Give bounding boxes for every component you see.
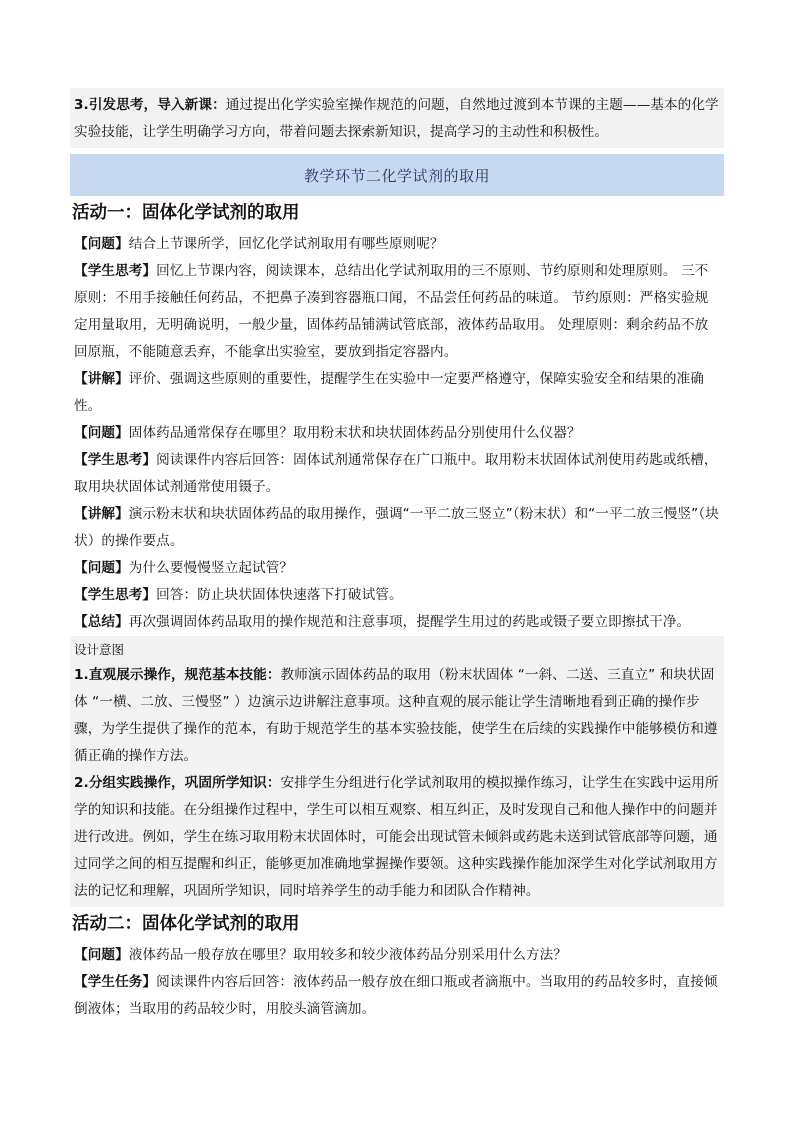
qa-item: 【问题】固体药品通常保存在哪里？取用粉末状和块状固体药品分别使用什么仪器？ (74, 425, 581, 441)
qa-item: 【学生思考】回忆上节课内容，阅读课本，总结出化学试剂取用的三不原则、节约原则和处理原则。 三不原则：不用手接触任何药品，不把鼻子凑到容器瓶口闻，不品尝任何药品的味道。 节约原则：严格实验规定用量取用，无明确说明，一般少量，固体药品铺满试管底部，液体药品取用。 处理原则：剩余药品不放回原瓶，不能随意丢弃，不能拿出实验室，要放到指定容器内。 (74, 263, 709, 360)
qa-tag: 【问题】 (74, 236, 129, 252)
activity1-content (70, 231, 724, 636)
qa-tag: 【学生思考】 (74, 263, 157, 279)
design-item: 2.分组实践操作，巩固所学知识：安排学生分组进行化学试剂取用的模拟操作练习，让学生在实践中运用所学的知识和技能。在分组操作过程中，学生可以相互观察、相互纠正，及时发现自己和他人操作中的问题并进行改进。例如，学生在练习取用粉末状固体时，可能会出现试管未倾斜或药匙未送到试管底部等问题，通过同学之间的相互提醒和纠正，能够更加准确地掌握操作要领。这种实践操作能加深学生对化学试剂取用方法的记忆和理解，巩固所学知识，同时培养学生的动手能力和团队合作精神。 (74, 775, 719, 899)
design-item: 1.直观展示操作，规范基本技能：教师演示固体药品的取用（粉末状固体 “一斜、二送、三直立” 和块状固体 “一横、二放、三慢竖” ）边演示边讲解注意事项。这种直观的展示能让学生清晰地看到正确的操作步骤，为学生提供了操作的范本，有助于规范学生的基本实验技能，使学生在后续的实践操作中能够模仿和遵循正确的操作方法。 (74, 667, 718, 764)
activity1-title: 活动一：固体化学试剂的取用 (72, 203, 300, 223)
activity2-title: 活动二：固体化学试剂的取用 (72, 914, 300, 934)
qa-tag: 【问题】 (74, 425, 129, 441)
qa-tag: 【问题】 (74, 947, 129, 963)
qa-item: 【问题】为什么要慢慢竖立起试管？ (74, 560, 294, 576)
design-intent-block (70, 636, 724, 907)
design-lead: 2.分组实践操作，巩固所学知识 (74, 775, 267, 791)
qa-tag: 【学生任务】 (74, 974, 157, 990)
design-lead: 1.直观展示操作，规范基本技能 (74, 667, 267, 683)
qa-tag: 【讲解】 (74, 506, 129, 522)
qa-item: 【学生任务】阅读课件内容后回答：液体药品一般存放在细口瓶或者滴瓶中。当取用的药品较多时，直接倾倒液体；当取用的药品较少时，用胶头滴管滴加。 (74, 974, 718, 1017)
qa-tag: 【学生思考】 (74, 452, 157, 468)
qa-item: 【讲解】评价、强调这些原则的重要性，提醒学生在实验中一定要严格遵守，保障实验安全和结果的准确性。 (74, 371, 704, 414)
qa-tag: 【问题】 (74, 560, 129, 576)
intro-text: 通过提出化学实验室操作规范的问题，自然地过渡到本节课的主题——基本的化学实验技能，让学生明确学习方向，带着问题去探索新知识，提高学习的主动性和积极性。 (74, 97, 719, 140)
intro-block (70, 88, 724, 148)
section-title: 教学环节二化学试剂的取用 (70, 154, 724, 196)
qa-item: 【问题】结合上节课所学，回忆化学试剂取用有哪些原则呢？ (74, 236, 444, 252)
qa-item: 【总结】再次强调固体药品取用的操作规范和注意事项，提醒学生用过的药匙或镊子要立即擦拭干净。 (74, 614, 691, 630)
qa-tag: 【总结】 (74, 614, 129, 630)
intro-lead: 3.引发思考，导入新课 (74, 97, 213, 113)
qa-tag: 【学生思考】 (74, 587, 157, 603)
qa-item: 【问题】液体药品一般存放在哪里？取用较多和较少液体药品分别采用什么方法？ (74, 947, 567, 963)
design-intent-content (70, 662, 724, 907)
qa-item: 【学生思考】阅读课件内容后回答：固体试剂通常保存在广口瓶中。取用粉末状固体试剂使用药匙或纸槽，取用块状固体试剂通常使用镊子。 (74, 452, 718, 495)
activity2-content (70, 942, 724, 1023)
qa-tag: 【讲解】 (74, 371, 129, 387)
qa-item: 【学生思考】回答：防止块状固体快速落下打破试管。 (74, 587, 403, 603)
intro-paragraph: 3.引发思考，导入新课：通过提出化学实验室操作规范的问题，自然地过渡到本节课的主题——基本的化学实验技能，让学生明确学习方向，带着问题去探索新知识，提高学习的主动性和积极性。 (74, 97, 719, 140)
document-page (70, 88, 724, 1023)
qa-item: 【讲解】演示粉末状和块状固体药品的取用操作，强调“一平二放三竖立”（粉末状）和“一平二放三慢竖”（块状）的操作要点。 (74, 506, 719, 549)
design-intent-label: 设计意图 (74, 642, 125, 657)
